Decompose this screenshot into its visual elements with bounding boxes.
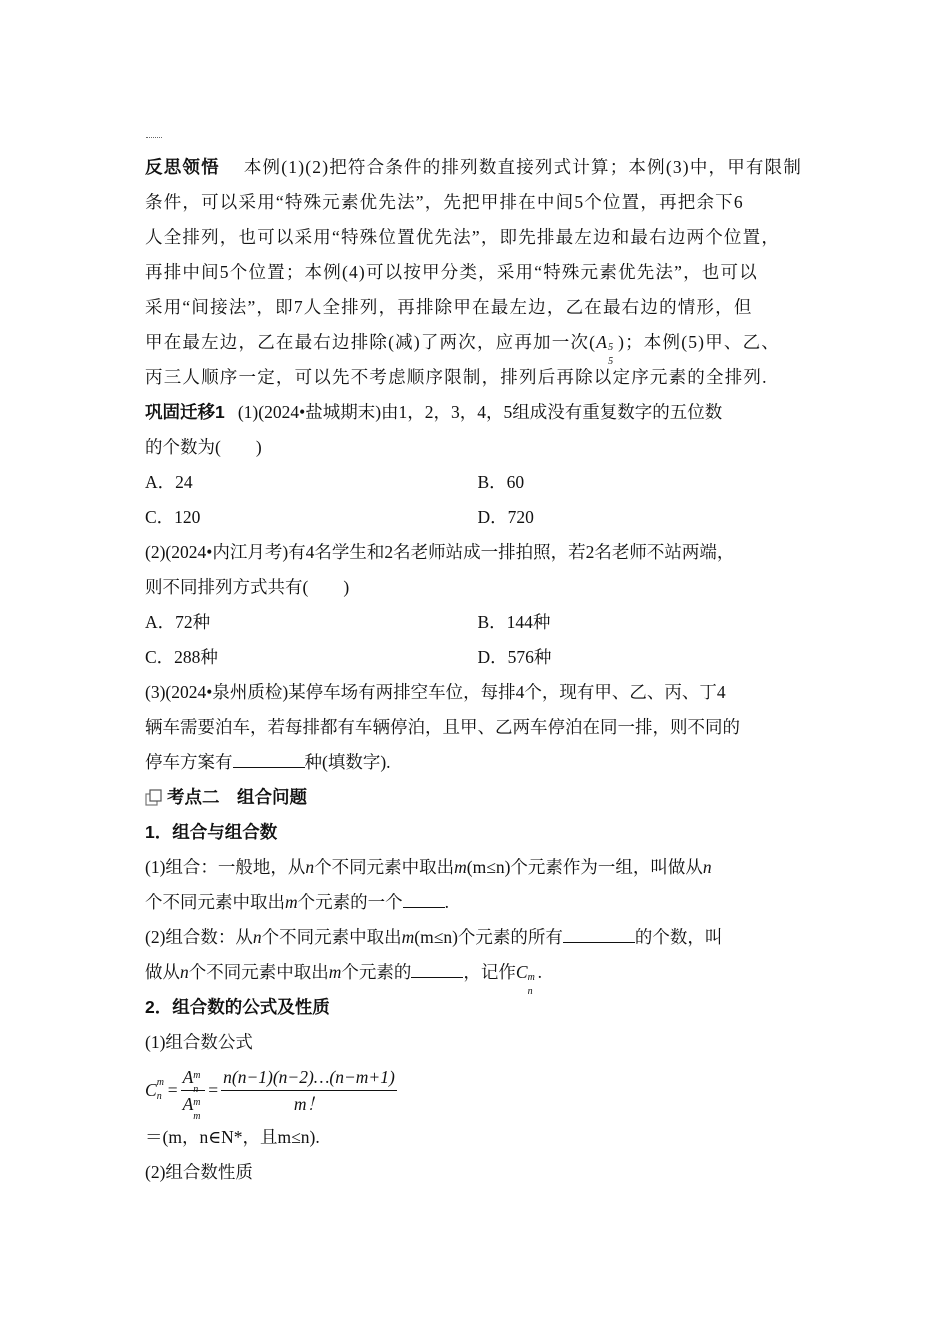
reflection-line: 人全排列，也可以采用“特殊位置优先法”，即先排最左边和最右边两个位置， <box>145 227 781 247</box>
perm-symbol: A <box>596 332 609 352</box>
reflection-line: 丙三人顺序一定，可以先不考虑顺序限制，排列后再除以定序元素的全排列. <box>145 367 768 387</box>
answer-blank[interactable] <box>563 925 635 943</box>
combination-number-definition-line2: 做从n个不同元素中取出m个元素的 ，记作C m n . <box>145 962 542 997</box>
combination-symbol: C <box>515 962 528 982</box>
section-marker-icon <box>145 789 163 807</box>
combination-definition: (1)组合：一般地，从n个不同元素中取出m(m≤n)个元素作为一组，叫做从n <box>145 857 712 877</box>
document-body <box>145 150 810 1190</box>
practice-block <box>145 395 810 780</box>
combination-formula: C m n = A m n A m m = $\frac{n(n-1)(n-2)\dots(n-m+1)}{m!}$ <box>145 1066 395 1122</box>
option-c[interactable]: C．120 <box>145 507 201 527</box>
combination-number-definition: (2)组合数：从n个不同元素中取出m(m≤n)个元素的所有 的个数，叫 <box>145 927 723 947</box>
question-2-options-row <box>145 605 810 640</box>
question-1: 巩固迁移1 (1)(2024•盐城期末)由1，2，3，4，5组成没有重复数字的五位数 <box>145 402 723 422</box>
practice-label: 巩固迁移1 <box>145 402 225 422</box>
option-a[interactable]: A．24 <box>145 472 193 492</box>
option-b[interactable]: B．144种 <box>477 612 551 632</box>
reflection-line: 采用“间接法”，即7人全排列，再排除甲在最左边，乙在最右边的情形，但 <box>145 297 753 317</box>
question-3-line2: 辆车需要泊车，若每排都有车辆停泊，且甲、乙两车停泊在同一排，则不同的 <box>145 717 740 737</box>
question-1-line2: 的个数为( ) <box>145 437 262 457</box>
answer-blank[interactable] <box>403 890 445 908</box>
question-1-options-row <box>145 500 810 535</box>
answer-blank[interactable] <box>411 960 463 978</box>
combination-definition-line2: 个不同元素中取出m个元素的一个 . <box>145 892 450 912</box>
option-b[interactable]: B．60 <box>477 472 525 492</box>
question-3-line3: 停车方案有 种(填数字). <box>145 752 391 772</box>
question-2-line2: 则不同排列方式共有( ) <box>145 577 350 597</box>
subsection-title: 1．组合与组合数 <box>145 822 278 842</box>
formula-title: (1)组合数公式 <box>145 1032 253 1052</box>
question-2-options-row <box>145 640 810 675</box>
option-d[interactable]: D．576种 <box>477 647 552 667</box>
reflection-line: 甲在最左边，乙在最右边排除(减)了两次，应再加一次(A 5 5 )；本例(5)甲、乙、 <box>145 332 781 367</box>
option-c[interactable]: C．288种 <box>145 647 218 667</box>
option-a[interactable]: A．72种 <box>145 612 211 632</box>
property-title: (2)组合数性质 <box>145 1162 253 1182</box>
formula-fraction-2: $\frac{n(n-1)(n-2)\dots(n-m+1)}{m!}$ <box>223 1066 395 1114</box>
section-combination <box>145 780 810 1190</box>
answer-blank[interactable] <box>233 750 305 768</box>
reflection-line: 反思领悟 本例(1)(2)把符合条件的排列数直接列式计算；本例(3)中，甲有限制 <box>145 157 803 177</box>
formula-fraction-1: A m n A m m <box>181 1066 206 1115</box>
question-2: (2)(2024•内江月考)有4名学生和2名老师站成一排拍照，若2名老师不站两端， <box>145 542 735 562</box>
section-heading <box>145 780 810 815</box>
reflection-line: 再排中间5个位置；本例(4)可以按甲分类，采用“特殊元素优先法”，也可以 <box>145 262 758 282</box>
reflection-block <box>145 150 810 395</box>
reflection-label: 反思领悟 <box>145 157 220 177</box>
formula-condition: ＝(m，n∈N*，且m≤n). <box>145 1127 320 1147</box>
header-dotted-mark <box>146 137 162 140</box>
subsection-title: 2．组合数的公式及性质 <box>145 997 330 1017</box>
question-3: (3)(2024•泉州质检)某停车场有两排空车位，每排4个，现有甲、乙、丙、丁4 <box>145 682 726 702</box>
reflection-line: 条件，可以采用“特殊元素优先法”，先把甲排在中间5个位置，再把余下6 <box>145 192 744 212</box>
section-title: 考点二 组合问题 <box>167 787 307 807</box>
option-d[interactable]: D．720 <box>477 507 534 527</box>
question-1-options-row <box>145 465 810 500</box>
